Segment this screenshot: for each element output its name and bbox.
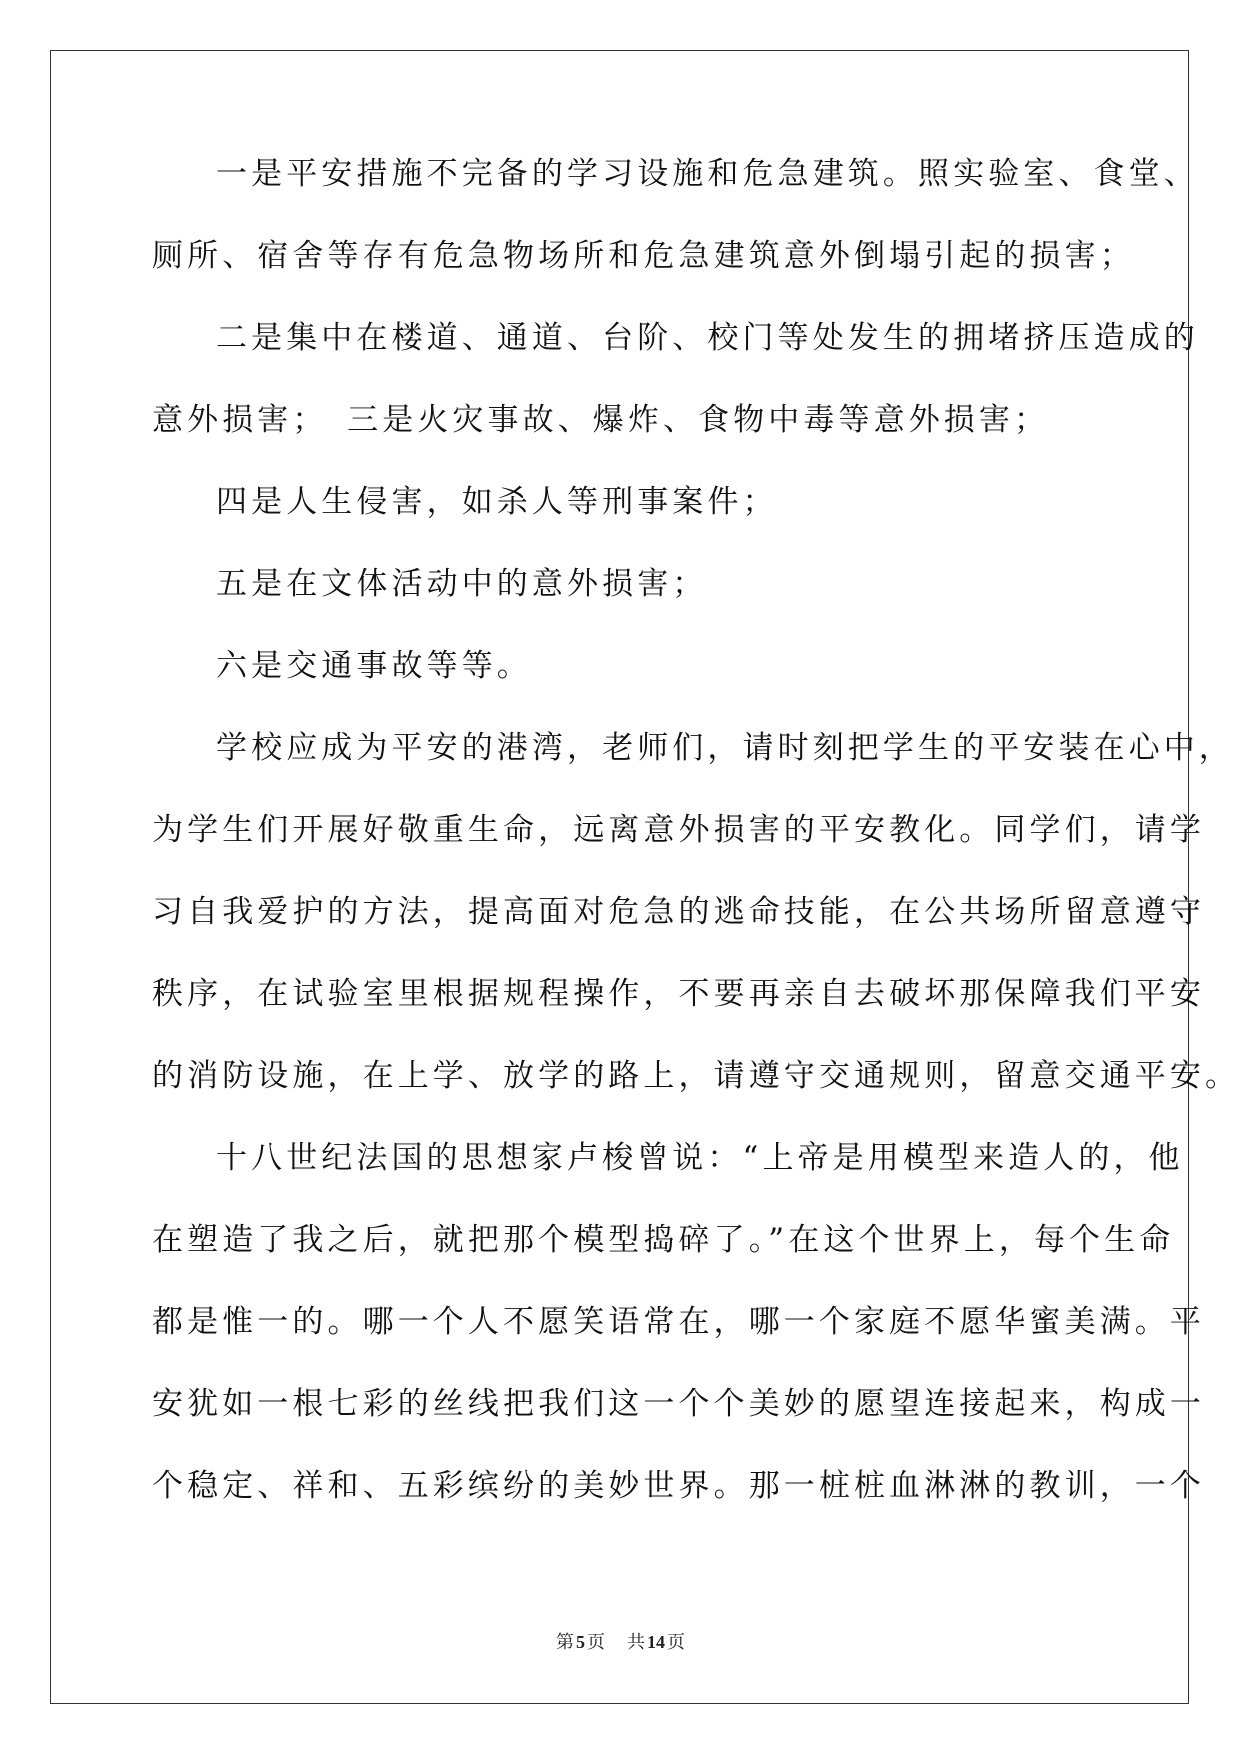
text-line: 在塑造了我之后，就把那个模型捣碎了。”在这个世界上，每个生命 <box>152 1222 1175 1258</box>
footer-page-suffix: 页 <box>587 1632 605 1652</box>
footer-page-number: 5 <box>576 1632 585 1652</box>
text-line: 二是集中在楼道、通道、台阶、校门等处发生的拥堵挤压造成的 <box>216 320 1199 356</box>
document-body <box>152 154 1241 1548</box>
text-line: 的消防设施，在上学、放学的路上，请遵守交通规则，留意交通平安。 <box>152 1058 1241 1094</box>
footer-total-pages: 14 <box>647 1632 665 1652</box>
text-line: 六是交通事故等等。 <box>216 648 532 684</box>
footer-total-prefix: 共 <box>627 1632 645 1652</box>
text-line: 个稳定、祥和、五彩缤纷的美妙世界。那一桩桩血淋淋的教训，一个 <box>152 1468 1205 1504</box>
text-line: 学校应成为平安的港湾，老师们，请时刻把学生的平安装在心中， <box>216 730 1234 766</box>
text-line: 安犹如一根七彩的丝线把我们这一个个美妙的愿望连接起来，构成一 <box>152 1386 1205 1422</box>
text-line: 都是惟一的。哪一个人不愿笑语常在，哪一个家庭不愿华蜜美满。平 <box>152 1304 1205 1340</box>
text-line: 习自我爱护的方法，提高面对危急的逃命技能，在公共场所留意遵守 <box>152 894 1205 930</box>
footer-total-suffix: 页 <box>667 1632 685 1652</box>
text-line: 五是在文体活动中的意外损害； <box>216 566 708 602</box>
text-line: 厕所、宿舍等存有危急物场所和危急建筑意外倒塌引起的损害； <box>152 238 1135 274</box>
footer-page-prefix: 第 <box>556 1632 574 1652</box>
text-line: 为学生们开展好敬重生命，远离意外损害的平安教化。同学们，请学 <box>152 812 1205 848</box>
text-line: 秩序，在试验室里根据规程操作，不要再亲自去破坏那保障我们平安 <box>152 976 1205 1012</box>
text-line: 一是平安措施不完备的学习设施和危急建筑。照实验室、食堂、 <box>216 156 1199 192</box>
text-line: 十八世纪法国的思想家卢梭曾说：“上帝是用模型来造人的，他 <box>216 1140 1184 1176</box>
text-line: 意外损害； 三是火灾事故、爆炸、食物中毒等意外损害； <box>152 402 1050 438</box>
page-footer <box>0 1628 1241 1654</box>
text-line: 四是人生侵害，如杀人等刑事案件； <box>216 484 778 520</box>
